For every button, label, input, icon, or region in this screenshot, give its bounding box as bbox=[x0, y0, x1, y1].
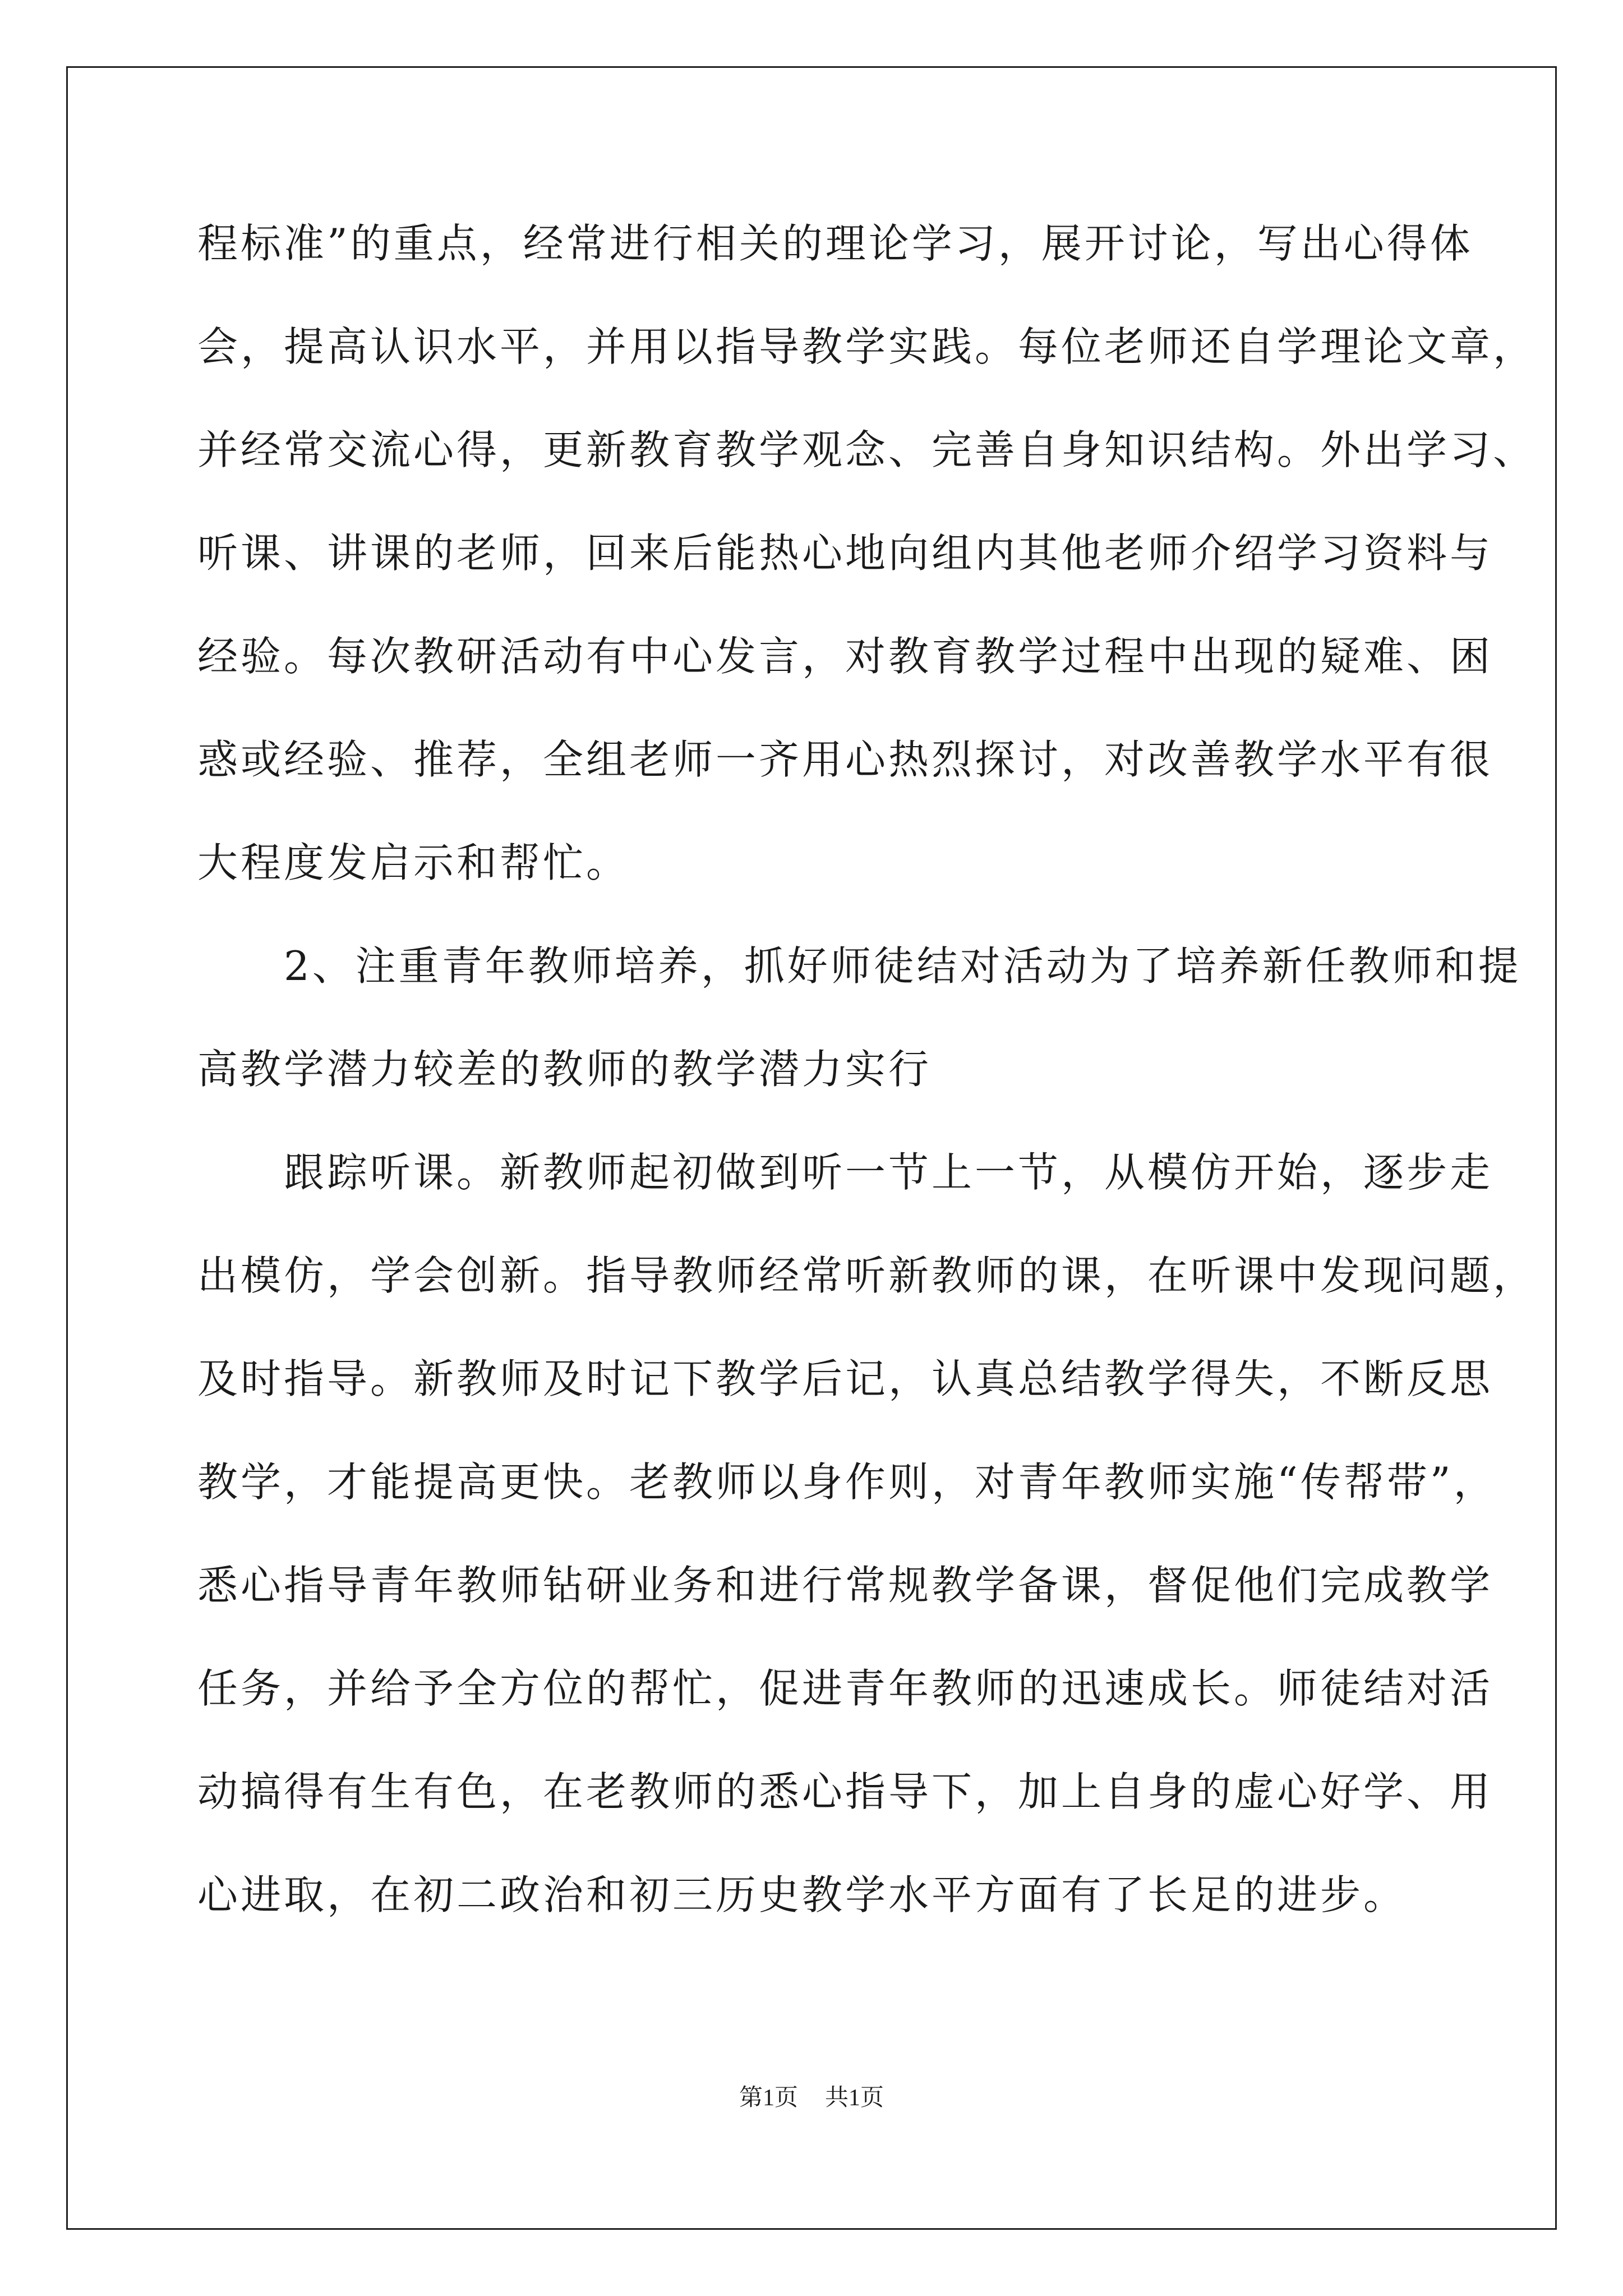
text-line: 高教学潜力较差的教师的教学潜力实行 bbox=[197, 1046, 932, 1093]
text-line: 经验。每次教研活动有中心发言，对教育教学过程中出现的疑难、困 bbox=[197, 633, 1493, 680]
page-number: 第1页 bbox=[739, 2085, 798, 2111]
text-line: 惑或经验、推荐，全组老师一齐用心热烈探讨，对改善教学水平有很 bbox=[197, 736, 1493, 783]
text-line: 听课、讲课的老师，回来后能热心地向组内其他老师介绍学习资料与 bbox=[197, 530, 1493, 577]
text-line: 任务，并给予全方位的帮忙，促进青年教师的迅速成长。师徒结对活 bbox=[197, 1665, 1493, 1712]
document-body bbox=[197, 215, 1537, 1970]
text-line: 跟踪听课。新教师起初做到听一节上一节，从模仿开始，逐步走 bbox=[197, 1149, 1493, 1196]
text-line: 教学，才能提高更快。老教师以身作则，对青年教师实施“传帮带”， bbox=[197, 1458, 1497, 1506]
text-line: 2、注重青年教师培养，抓好师徒结对活动为了培养新任教师和提 bbox=[197, 942, 1521, 990]
page-total: 共1页 bbox=[825, 2085, 884, 2111]
text-line: 会，提高认识水平，并用以指导教学实践。每位老师还自学理论文章， bbox=[197, 323, 1537, 370]
text-line: 出模仿，学会创新。指导教师经常听新教师的课，在听课中发现问题， bbox=[197, 1252, 1537, 1299]
text-line: 心进取，在初二政治和初三历史教学水平方面有了长足的进步。 bbox=[197, 1871, 1407, 1918]
page-footer bbox=[0, 2081, 1623, 2115]
text-line: 悉心指导青年教师钻研业务和进行常规教学备课，督促他们完成教学 bbox=[197, 1562, 1493, 1609]
text-line: 动搞得有生有色，在老教师的悉心指导下，加上自身的虚心好学、用 bbox=[197, 1768, 1493, 1815]
text-line: 及时指导。新教师及时记下教学后记，认真总结教学得失，不断反思 bbox=[197, 1355, 1493, 1402]
text-line: 并经常交流心得，更新教育教学观念、完善自身知识结构。外出学习、 bbox=[197, 426, 1537, 473]
text-line: 程标准”的重点，经常进行相关的理论学习，展开讨论，写出心得体 bbox=[197, 220, 1473, 267]
text-line: 大程度发启示和帮忙。 bbox=[197, 839, 630, 886]
